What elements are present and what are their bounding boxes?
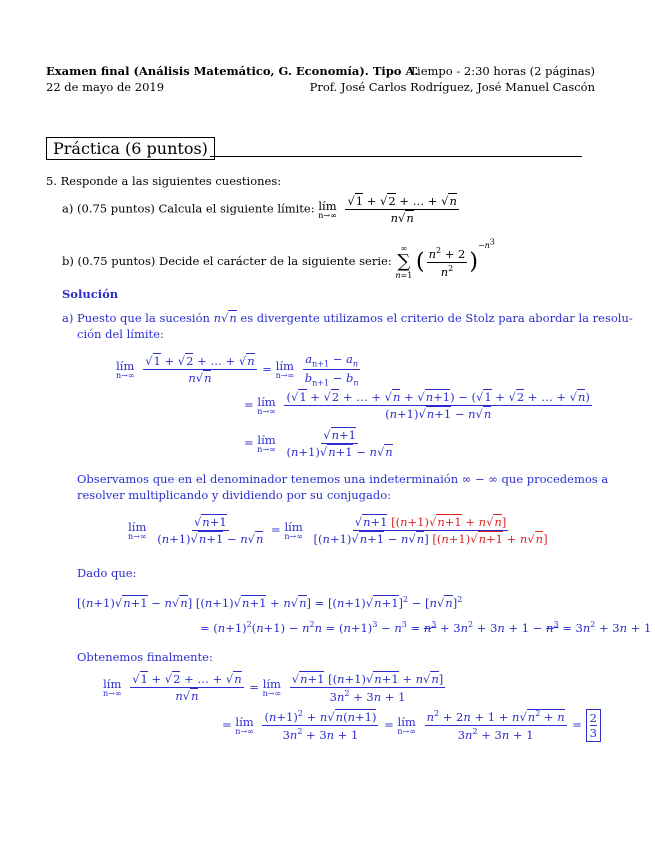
part-a-label: a) bbox=[62, 201, 74, 216]
exam-date: 22 de mayo de 2019 bbox=[46, 80, 165, 94]
solution-a-line1: a) Puesto que la sucesión n√n es divergente utilizamos el criterio de Stolz para abordar la resolu- bbox=[62, 311, 633, 325]
section-title: Práctica (6 puntos) bbox=[46, 137, 215, 160]
problem-intro-text: Responde a las siguientes cuestiones: bbox=[60, 174, 282, 188]
solution-a-text1b: es divergente utilizamos el criterio de Stolz para abordar la resolu- bbox=[240, 311, 633, 325]
solution-a-label: a) bbox=[62, 311, 74, 325]
part-a bbox=[62, 194, 461, 225]
part-b-fraction: $\frac{n^2 + 2}{n^2}$ bbox=[428, 245, 466, 279]
product-line2: = $(n+1)^2(n+1) - n^2n = (n+1)^3 - n^3 = n^3 + 3n^2 + 3n + 1 - n^3 = 3n^2 + 3n + 1$ bbox=[200, 620, 652, 635]
part-a-text: (0.75 puntos) Calcula el siguiente límite: bbox=[77, 201, 315, 216]
final-answer-box bbox=[586, 709, 601, 742]
part-b-text: (0.75 puntos) Decide el carácter de la siguiente serie: bbox=[77, 254, 392, 268]
section-rule bbox=[210, 156, 582, 157]
obtenemos: Obtenemos finalmente: bbox=[77, 650, 213, 664]
stolz-line1: lím n→∞ $\frac{√1 + √2 + \dots + √n}{n√n}$ = lím n→∞ $\frac{a_{n+1} - a_n}{b_{n+1} - b_n}$ bbox=[116, 352, 359, 388]
answer-numerator: 2 bbox=[589, 711, 597, 725]
conjugate-line: lím n→∞ $\frac{√n+1}{(n+1)√n+1 - n√n}$ = lím n→∞ $\frac{√n+1 [(n+1)√n+1 + n√n]}{[(n+1)√n+1 - n√n] [(n+1)√n+1 + n√n]}$ bbox=[128, 515, 548, 546]
part-b-label: b) bbox=[62, 254, 74, 268]
stolz-line3: = lím n→∞ $\frac{√n+1}{(n+1)√n+1 - n√n}$ bbox=[244, 428, 393, 459]
professors: Prof. José Carlos Rodríguez, José Manuel Cascón bbox=[309, 80, 595, 94]
observe-line1: Observamos que en el denominador tenemos una indeterminaión ∞ − ∞ que procedemos a bbox=[77, 472, 609, 486]
problem-number: 5. bbox=[46, 174, 57, 188]
part-b: b) (0.75 puntos) Decide el carácter de la siguiente serie: ∞ ∑ n=1 ( $\frac{n^2 + 2}{n^2}$ )$^{-n^3}$ bbox=[62, 237, 495, 280]
answer-denominator: 3 bbox=[589, 726, 597, 740]
limit-operator: lím n→∞ bbox=[318, 199, 337, 220]
observe-line2: resolver multiplicando y dividiendo por su conjugado: bbox=[77, 488, 391, 502]
solution-a-text1: Puesto que la sucesión bbox=[77, 311, 210, 325]
final-line2: = lím n→∞ $\frac{(n+1)^2 + n√n(n+1)}{3n^2 + 3n + 1}$ = lím n→∞ $\frac{n^2 + 2n + 1 + n√n^2 + n}{3n^2 + 3n + 1}$ = $\frac{2}{3}$ bbox=[222, 709, 601, 742]
sum-operator: ∞ ∑ n=1 bbox=[395, 244, 413, 280]
solution-heading: Solución bbox=[62, 287, 119, 301]
part-a-fraction: $\frac{√1 + √2 + \dots + √n}{n√n}$ bbox=[347, 194, 457, 225]
final-line1: lím n→∞ $\frac{√1 + √2 + \dots + √n}{n√n}$ = lím n→∞ $\frac{√n+1 [(n+1)√n+1 + n√n]}{3n^2 + 3n + 1}$ bbox=[103, 672, 444, 704]
dado-que: Dado que: bbox=[77, 566, 137, 580]
product-line1: [(n+1)√n+1 − n√n] $[(n+1)√n+1 + n√n] = [(n+1)√n+1]^2 - [n√n]^2$ bbox=[77, 595, 463, 610]
solution-a-line2: ción del límite: bbox=[77, 327, 164, 341]
exam-title: Examen final (Análisis Matemático, G. Economía). Tipo A. bbox=[46, 64, 419, 78]
stolz-line2: = lím n→∞ $\frac{(√1 + √2 + \dots + √n + √n+1) - (√1 + √2 + \dots + √n)}{(n+1)√n+1 - n√n}$ bbox=[244, 390, 590, 421]
problem-intro bbox=[46, 174, 281, 188]
exam-time: Tiempo - 2:30 horas (2 páginas) bbox=[409, 64, 595, 78]
